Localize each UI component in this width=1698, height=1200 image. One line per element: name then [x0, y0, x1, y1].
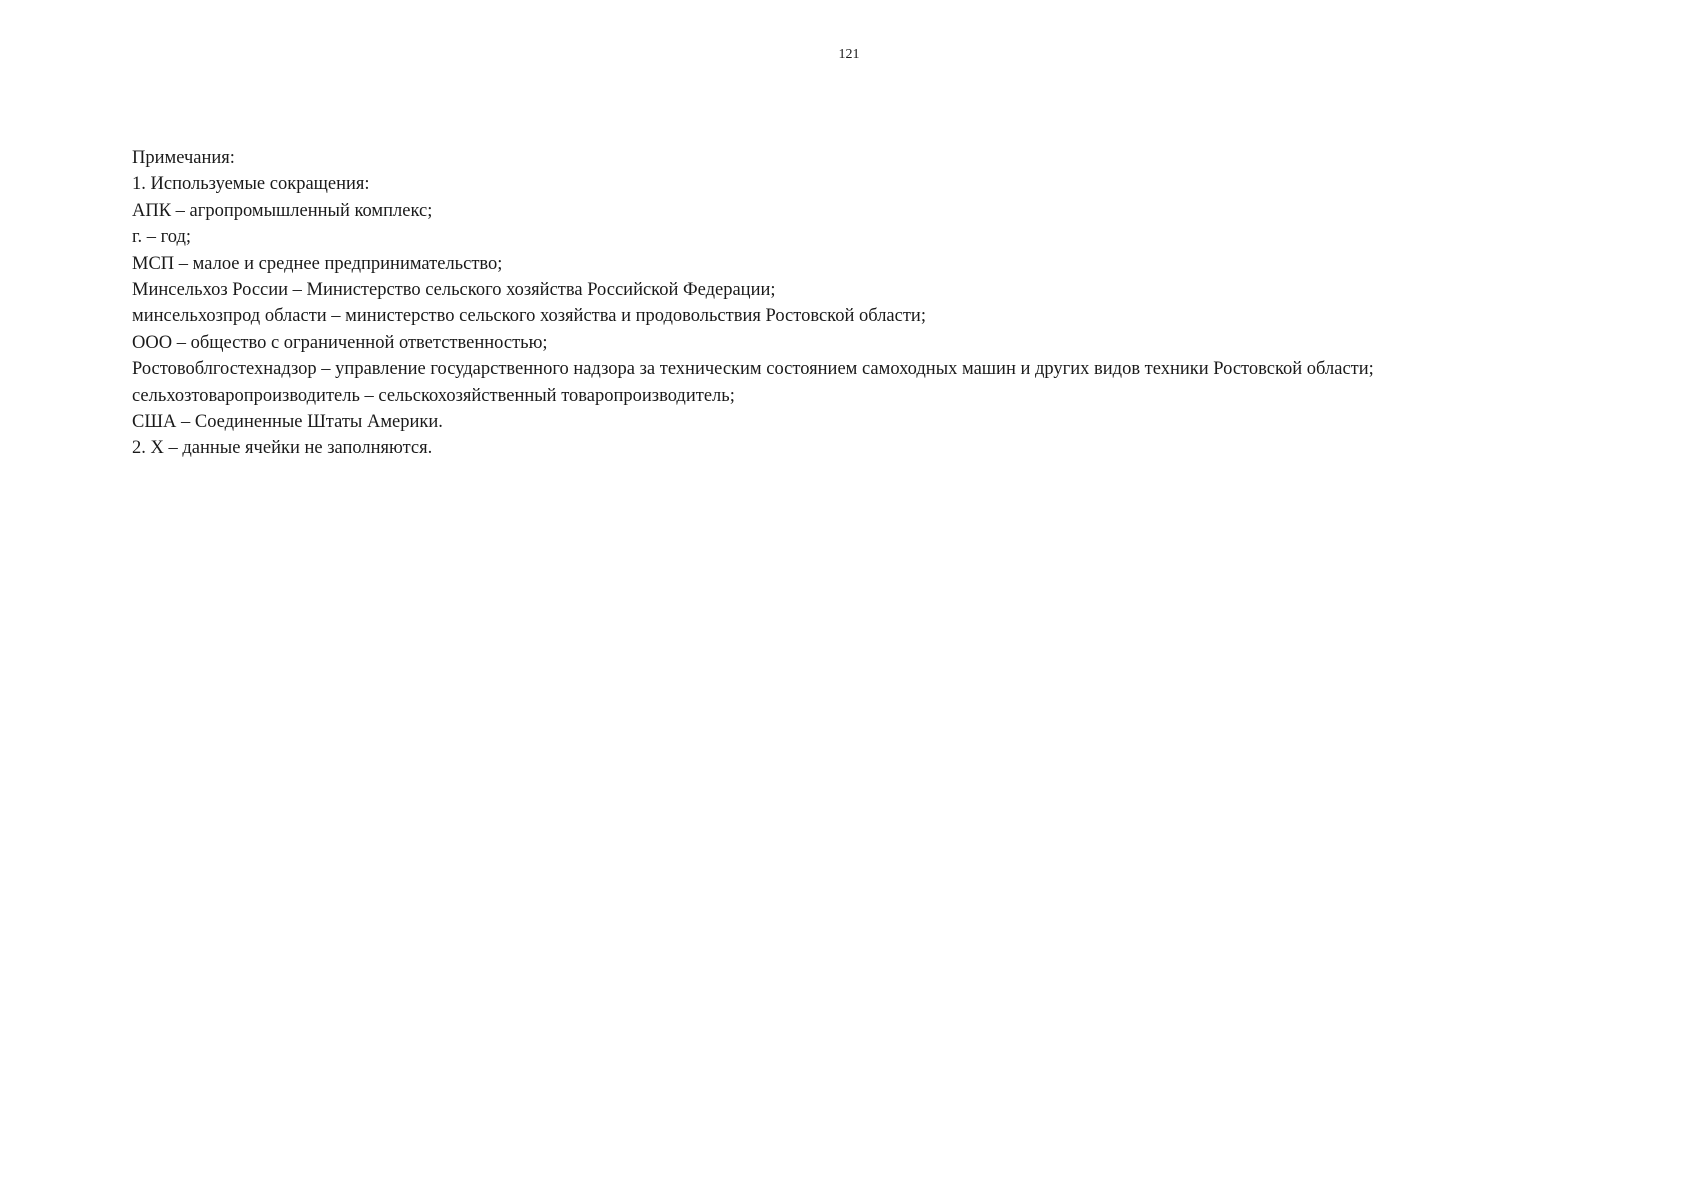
page-number: 121	[838, 47, 860, 62]
abbreviation-ssha: США – Соединенные Штаты Америки.	[132, 412, 443, 433]
abbreviation-ooo: ООО – общество с ограниченной ответственностью;	[132, 332, 548, 353]
abbreviation-msp: МСП – малое и среднее предпринимательство;	[132, 253, 503, 274]
notes-item-2: 2. Х – данные ячейки не заполняются.	[132, 438, 433, 459]
notes-heading: Примечания:	[132, 148, 235, 168]
notes-item-1-title: 1. Используемые сокращения:	[132, 174, 370, 195]
abbreviation-minselhoz-rossii: Минсельхоз России – Министерство сельского хозяйства Российской Федерации;	[132, 280, 776, 301]
abbreviation-god: г. – год;	[132, 227, 192, 248]
notes-section	[132, 145, 1652, 462]
abbreviation-apk: АПК – агропромышленный комплекс;	[132, 200, 433, 221]
abbreviation-rostovoblgostehnadzor: Ростовоблгостехнадзор – управление государственного надзора за техническим состоянием самоходных машин и других видов техники Ростовской области;	[132, 359, 1374, 380]
abbreviation-minselhozprod-oblasti: минсельхозпрод области – министерство сельского хозяйства и продовольствия Ростовской области;	[132, 306, 926, 327]
abbreviation-selhoztovaroproizvoditel: сельхозтоваропроизводитель – сельскохозяйственный товаропроизводитель;	[132, 385, 735, 406]
